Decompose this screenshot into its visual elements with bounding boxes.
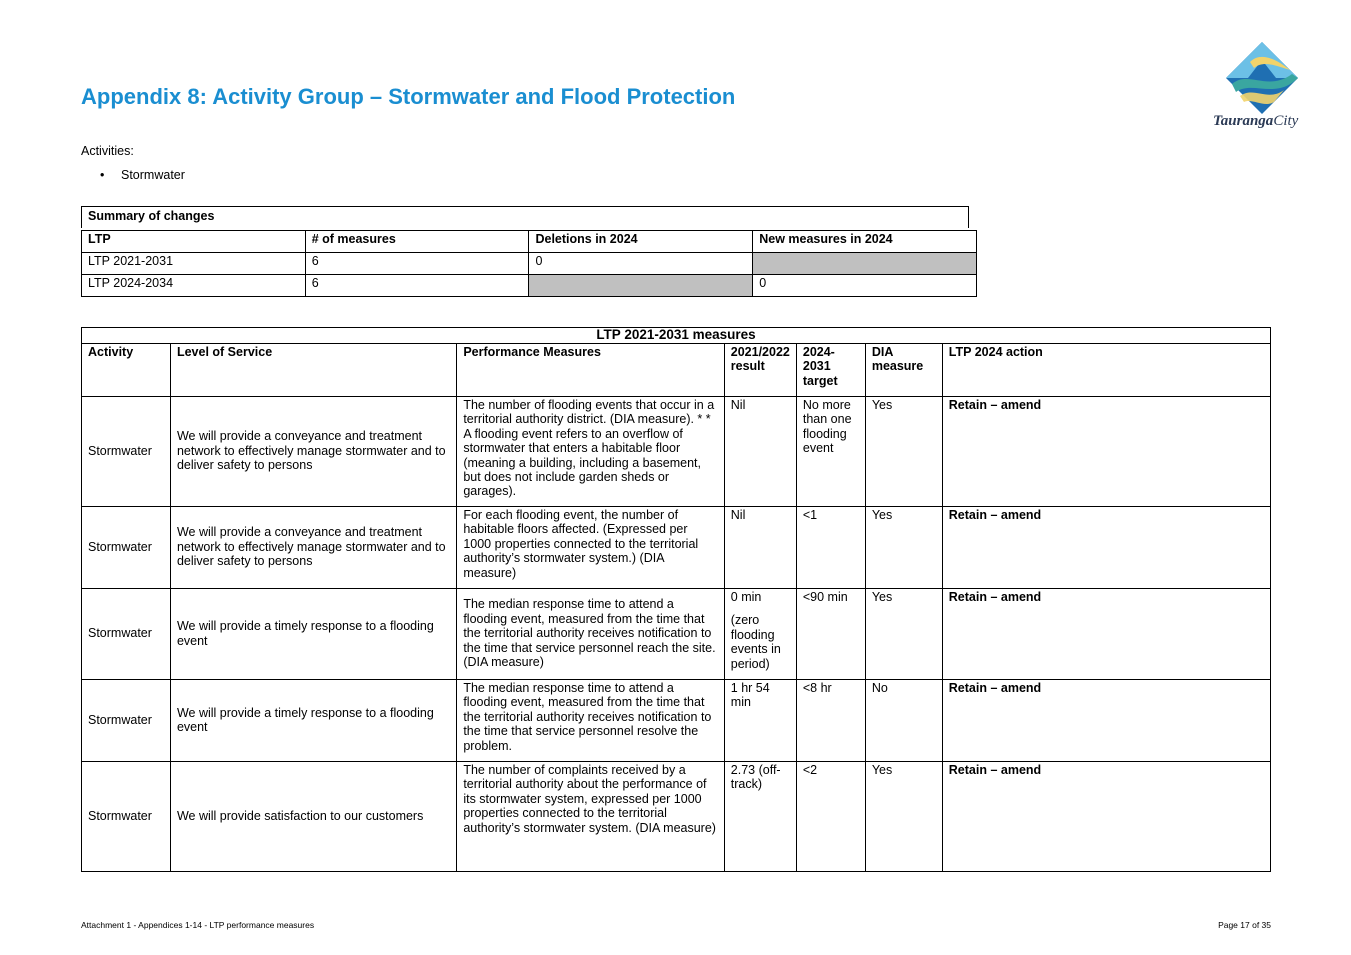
activity-cell: Stormwater [82, 762, 171, 872]
result-value: 0 min [730, 590, 762, 604]
summary-cell: 0 [529, 253, 753, 275]
dia-cell: Yes [865, 589, 942, 680]
measures-caption: LTP 2021-2031 measures [82, 328, 1271, 344]
performance-measure-cell: For each flooding event, the number of habitable floors affected. (Expressed per 1000 properties connected to the territorial authority’s stormwater system.) (DIA measure) [457, 507, 724, 589]
summary-header-row [82, 231, 977, 253]
summary-cell: 6 [305, 275, 529, 297]
table-row [82, 589, 1271, 680]
target-cell: <1 [796, 507, 865, 589]
header-ltp-action: LTP 2024 action [942, 344, 1270, 397]
activities-list [100, 168, 185, 182]
target-cell: <8 hr [796, 680, 865, 762]
measures-header-row [82, 344, 1271, 397]
summary-cell-empty [753, 253, 977, 275]
action-cell: Retain – amend [942, 589, 1270, 680]
result-cell [724, 680, 796, 762]
action-cell: Retain – amend [942, 507, 1270, 589]
action-cell: Retain – amend [942, 680, 1270, 762]
result-value: 1 hr 54 min [730, 681, 770, 710]
result-note: (zero flooding events in period) [730, 613, 781, 671]
activity-cell: Stormwater [82, 680, 171, 762]
level-of-service-cell: We will provide a timely response to a flooding event [170, 680, 456, 762]
header-performance-measures: Performance Measures [457, 344, 724, 397]
performance-measure-cell: The number of complaints received by a territorial authority about the performance of its stormwater system, expressed per 1000 properties connected to the territorial authority’s stormwater system. (DIA measure) [457, 762, 724, 872]
table-row [82, 275, 977, 297]
header-activity: Activity [82, 344, 171, 397]
dia-cell: Yes [865, 507, 942, 589]
list-item: Stormwater [121, 168, 185, 182]
performance-measure-cell: The median response time to attend a flooding event, measured from the time that the territorial authority receives notification to the time that service personnel resolve the problem. [457, 680, 724, 762]
header-target: 2024-2031 target [796, 344, 865, 397]
summary-caption: Summary of changes [81, 206, 969, 228]
level-of-service-cell: We will provide a timely response to a flooding event [170, 589, 456, 680]
level-of-service-cell: We will provide a conveyance and treatment network to effectively manage stormwater and to deliver safety to persons [170, 507, 456, 589]
measures-caption-row [82, 328, 1271, 344]
header-result: 2021/2022 result [724, 344, 796, 397]
footer-attachment-label: Attachment 1 - Appendices 1-14 - LTP performance measures [81, 920, 315, 930]
performance-measure-cell: The number of flooding events that occur in a territorial authority district. (DIA measure). * * A flooding event refers to an overflow of stormwater that enters a habitable floor (meaning a building, including a basement, but does not include garden sheds or garages). [457, 397, 724, 507]
table-row [82, 762, 1271, 872]
activities-label: Activities: [81, 144, 134, 158]
dia-cell: No [865, 680, 942, 762]
result-value: 2.73 (off-track) [730, 763, 781, 792]
level-of-service-cell: We will provide satisfaction to our customers [170, 762, 456, 872]
dia-cell: Yes [865, 762, 942, 872]
logo-wordmark: TaurangaCity [1213, 113, 1299, 129]
result-cell [724, 397, 796, 507]
summary-cell-empty [529, 275, 753, 297]
activity-cell: Stormwater [82, 589, 171, 680]
result-cell [724, 589, 796, 680]
measures-table [81, 327, 1271, 872]
performance-measure-cell: The median response time to attend a flooding event, measured from the time that the territorial authority receives notification to the time that service personnel reach the site. (DIA measure) [457, 589, 724, 680]
result-cell [724, 507, 796, 589]
page-title: Appendix 8: Activity Group – Stormwater and Flood Protection [81, 84, 736, 109]
header-level-of-service: Level of Service [170, 344, 456, 397]
target-cell: No more than one flooding event [796, 397, 865, 507]
result-value: Nil [730, 508, 746, 522]
summary-header-cell: # of measures [305, 231, 529, 253]
level-of-service-cell: We will provide a conveyance and treatment network to effectively manage stormwater and to deliver safety to persons [170, 397, 456, 507]
target-cell: <90 min [796, 589, 865, 680]
table-row [82, 253, 977, 275]
result-cell [724, 762, 796, 872]
action-cell: Retain – amend [942, 762, 1270, 872]
table-row [82, 397, 1271, 507]
summary-cell: LTP 2024-2034 [82, 275, 306, 297]
summary-header-cell: LTP [82, 231, 306, 253]
result-value: Nil [730, 398, 746, 412]
bullet-icon: • [100, 168, 105, 182]
target-cell: <2 [796, 762, 865, 872]
footer-page-number: Page 17 of 35 [1218, 920, 1271, 930]
header-dia-measure: DIA measure [865, 344, 942, 397]
action-cell: Retain – amend [942, 397, 1270, 507]
table-row [82, 680, 1271, 762]
summary-cell: 6 [305, 253, 529, 275]
summary-header-cell: New measures in 2024 [753, 231, 977, 253]
summary-header-cell: Deletions in 2024 [529, 231, 753, 253]
table-row [82, 507, 1271, 589]
activity-cell: Stormwater [82, 397, 171, 507]
summary-cell: LTP 2021-2031 [82, 253, 306, 275]
dia-cell: Yes [865, 397, 942, 507]
activity-cell: Stormwater [82, 507, 171, 589]
summary-cell: 0 [753, 275, 977, 297]
summary-table [81, 230, 977, 297]
